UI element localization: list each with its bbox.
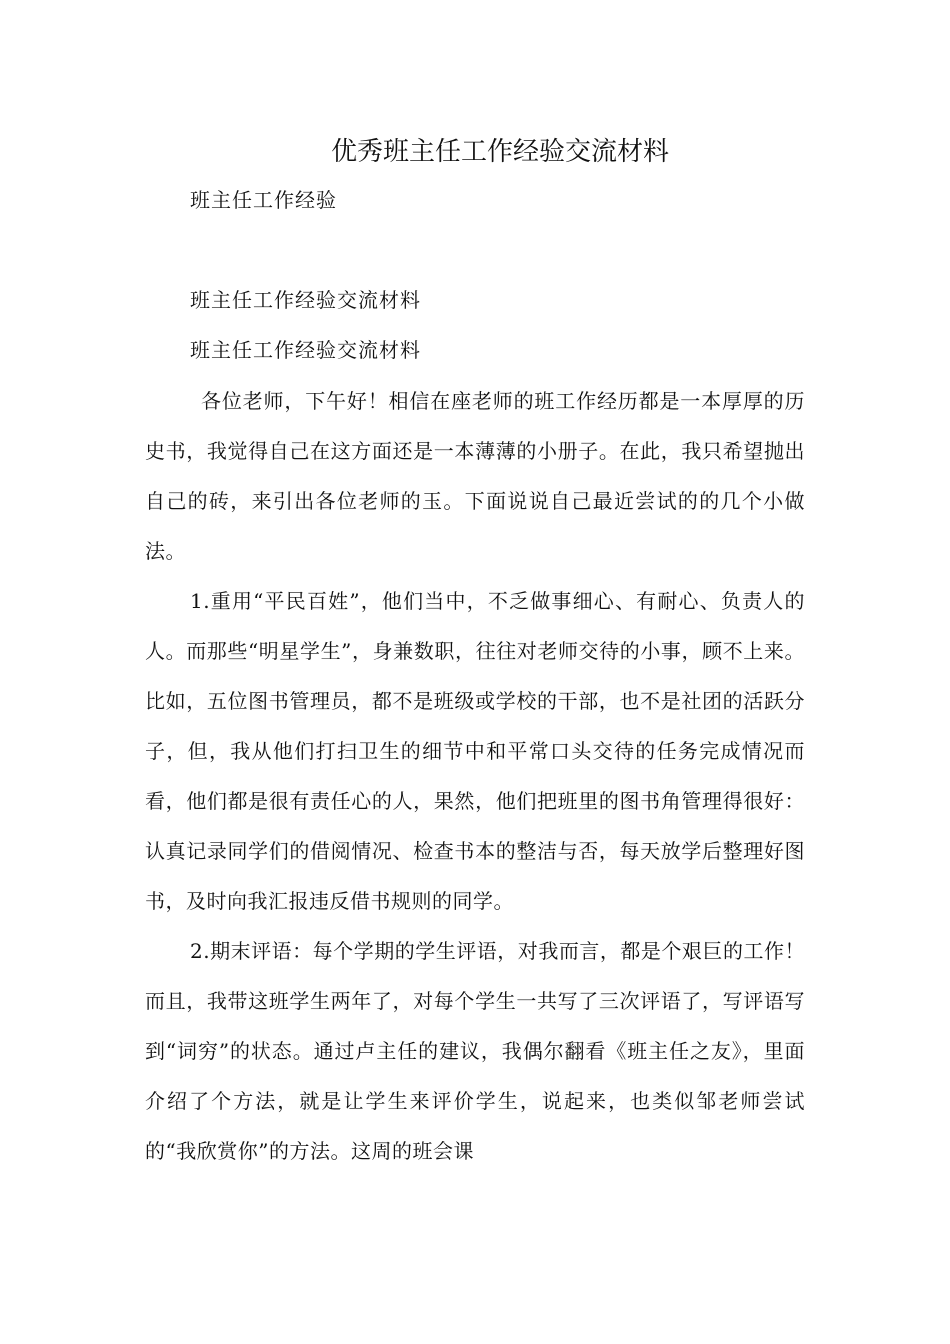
paragraph-greeting: 各位老师，下午好！相信在座老师的班工作经历都是一本厚厚的历史书，我觉得自己在这方面还是一本薄薄的小册子。在此，我只希望抛出自己的砖，来引出各位老师的玉。下面说说自己最近尝试的的几个小做法。 [145,389,805,563]
document-title: 优秀班主任工作经验交流材料 [330,137,669,167]
paragraph-point-1: 1.重用“平民百姓”，他们当中，不乏做事细心、有耐心、负责人的人。而那些“明星学生”，身兼数职，往往对老师交待的小事，顾不上来。比如，五位图书管理员，都不是班级或学校的干部，也不是社团的活跃分子，但，我从他们打扫卫生的细节中和平常口头交待的任务完成情况而看，他们都是很有责任心的人，果然，他们把班里的图书角管理得很好：认真记录同学们的借阅情况、检查书本的整洁与否，每天放学后整理好图书，及时向我汇报违反借书规则的同学。 [145,589,805,913]
subtitle-exchange-material-1: 班主任工作经验交流材料 [190,288,421,312]
subtitle-work-experience: 班主任工作经验 [190,188,337,212]
subtitle-exchange-material-2: 班主任工作经验交流材料 [190,338,421,362]
document-body [145,376,805,1176]
paragraph-point-2: 2.期末评语：每个学期的学生评语，对我而言，都是个艰巨的工作！而且，我带这班学生两年了，对每个学生一共写了三次评语了，写评语写到“词穷”的状态。通过卢主任的建议，我偶尔翻看《班主任之友》，里面介绍了个方法，就是让学生来评价学生，说起来，也类似邹老师尝试的“我欣赏你”的方法。这周的班会课 [145,939,805,1163]
